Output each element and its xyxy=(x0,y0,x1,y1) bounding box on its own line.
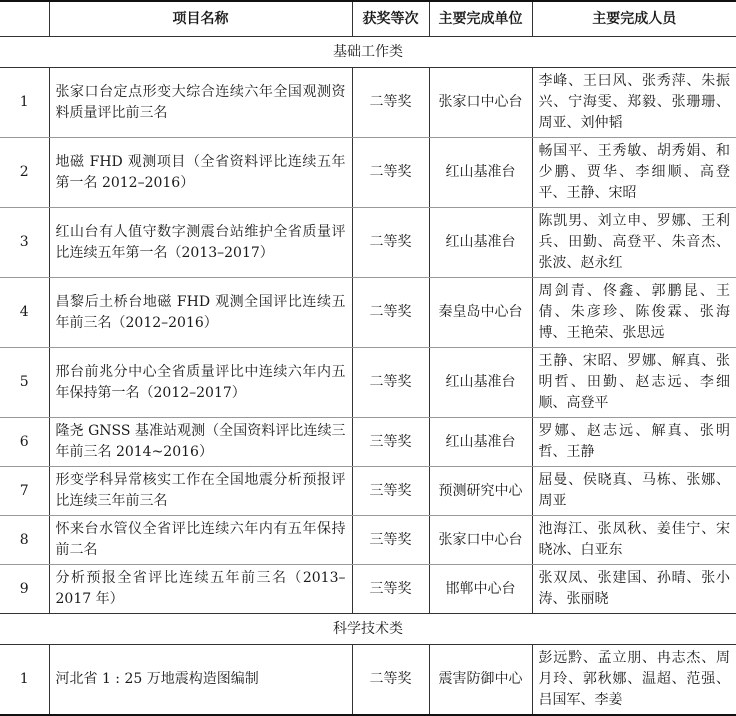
completion-people: 罗娜、赵志远、解真、张明哲、王静 xyxy=(532,418,736,467)
row-index: 9 xyxy=(0,565,49,614)
table-row xyxy=(0,645,736,715)
completion-unit: 邯郸中心台 xyxy=(429,565,532,614)
completion-unit: 震害防御中心 xyxy=(429,645,532,715)
table-row xyxy=(0,68,736,138)
header-unit: 主要完成单位 xyxy=(429,1,532,37)
completion-people: 王静、宋昭、罗娜、解真、张明哲、田勤、赵志远、李细顺、高登平 xyxy=(532,348,736,418)
award-grade: 二等奖 xyxy=(352,278,429,348)
row-index: 7 xyxy=(0,467,49,516)
award-grade: 三等奖 xyxy=(352,516,429,565)
completion-people: 屈曼、侯晓真、马栋、张娜、周亚 xyxy=(532,467,736,516)
award-grade: 三等奖 xyxy=(352,418,429,467)
project-name: 张家口台定点形变大综合连续六年全国观测资料质量评比前三名 xyxy=(49,68,352,138)
row-index: 6 xyxy=(0,418,49,467)
award-grade: 二等奖 xyxy=(352,348,429,418)
completion-people: 彭远黔、孟立朋、冉志杰、周月玲、郭秋娜、温超、范强、吕国军、李姜 xyxy=(532,645,736,715)
completion-unit: 张家口中心台 xyxy=(429,516,532,565)
header-index xyxy=(0,1,49,37)
completion-unit: 秦皇岛中心台 xyxy=(429,278,532,348)
header-row xyxy=(0,1,736,37)
header-project-name: 项目名称 xyxy=(49,1,352,37)
row-index: 4 xyxy=(0,278,49,348)
table-row xyxy=(0,138,736,208)
table-row xyxy=(0,418,736,467)
award-grade: 二等奖 xyxy=(352,645,429,715)
section-row xyxy=(0,614,736,645)
project-name: 隆尧 GNSS 基准站观测（全国资料评比连续三年前三名 2014~2016） xyxy=(49,418,352,467)
section-title: 基础工作类 xyxy=(0,37,736,68)
award-grade: 二等奖 xyxy=(352,208,429,278)
project-name: 昌黎后土桥台地磁 FHD 观测全国评比连续五年前三名（2012–2016） xyxy=(49,278,352,348)
completion-people: 畅国平、王秀敏、胡秀娟、和少鹏、贾华、李细顺、高登平、王静、宋昭 xyxy=(532,138,736,208)
award-grade: 二等奖 xyxy=(352,68,429,138)
table-row xyxy=(0,208,736,278)
row-index: 3 xyxy=(0,208,49,278)
project-name: 地磁 FHD 观测项目（全省资料评比连续五年第一名 2012–2016） xyxy=(49,138,352,208)
completion-people: 池海江、张凤秋、姜佳宁、宋晓冰、白亚东 xyxy=(532,516,736,565)
completion-unit: 红山基准台 xyxy=(429,418,532,467)
row-index: 1 xyxy=(0,645,49,715)
section-row xyxy=(0,37,736,68)
header-people: 主要完成人员 xyxy=(532,1,736,37)
project-name: 怀来台水管仪全省评比连续六年内有五年保持前二名 xyxy=(49,516,352,565)
row-index: 1 xyxy=(0,68,49,138)
row-index: 5 xyxy=(0,348,49,418)
award-grade: 三等奖 xyxy=(352,565,429,614)
header-award-grade: 获奖等次 xyxy=(352,1,429,37)
completion-unit: 红山基准台 xyxy=(429,348,532,418)
completion-people: 周剑青、佟鑫、郭鹏昆、王倩、朱彦珍、陈俊霖、张海博、王艳荣、张思远 xyxy=(532,278,736,348)
project-name: 红山台有人值守数字测震台站维护全省质量评比连续五年第一名（2013–2017） xyxy=(49,208,352,278)
completion-unit: 红山基准台 xyxy=(429,138,532,208)
completion-people: 张双凤、张建国、孙晴、张小涛、张丽晓 xyxy=(532,565,736,614)
completion-unit: 预测研究中心 xyxy=(429,467,532,516)
table-row xyxy=(0,348,736,418)
row-index: 2 xyxy=(0,138,49,208)
award-grade: 三等奖 xyxy=(352,467,429,516)
project-name: 河北省 1 : 25 万地震构造图编制 xyxy=(49,645,352,715)
project-name: 分析预报全省评比连续五年前三名（2013–2017 年） xyxy=(49,565,352,614)
table-row xyxy=(0,278,736,348)
section-title: 科学技术类 xyxy=(0,614,736,645)
completion-people: 陈凯男、刘立申、罗娜、王利兵、田勤、高登平、朱音杰、张波、赵永红 xyxy=(532,208,736,278)
award-grade: 二等奖 xyxy=(352,138,429,208)
project-name: 邢台前兆分中心全省质量评比中连续六年内五年保持第一名（2012–2017） xyxy=(49,348,352,418)
row-index: 8 xyxy=(0,516,49,565)
completion-people: 李峰、王曰风、张秀萍、朱振兴、宁海雯、郑毅、张珊珊、周亚、刘仲韬 xyxy=(532,68,736,138)
table-row xyxy=(0,516,736,565)
table-row xyxy=(0,565,736,614)
project-name: 形变学科异常核实工作在全国地震分析预报评比连续三年前三名 xyxy=(49,467,352,516)
table-row xyxy=(0,467,736,516)
completion-unit: 红山基准台 xyxy=(429,208,532,278)
completion-unit: 张家口中心台 xyxy=(429,68,532,138)
